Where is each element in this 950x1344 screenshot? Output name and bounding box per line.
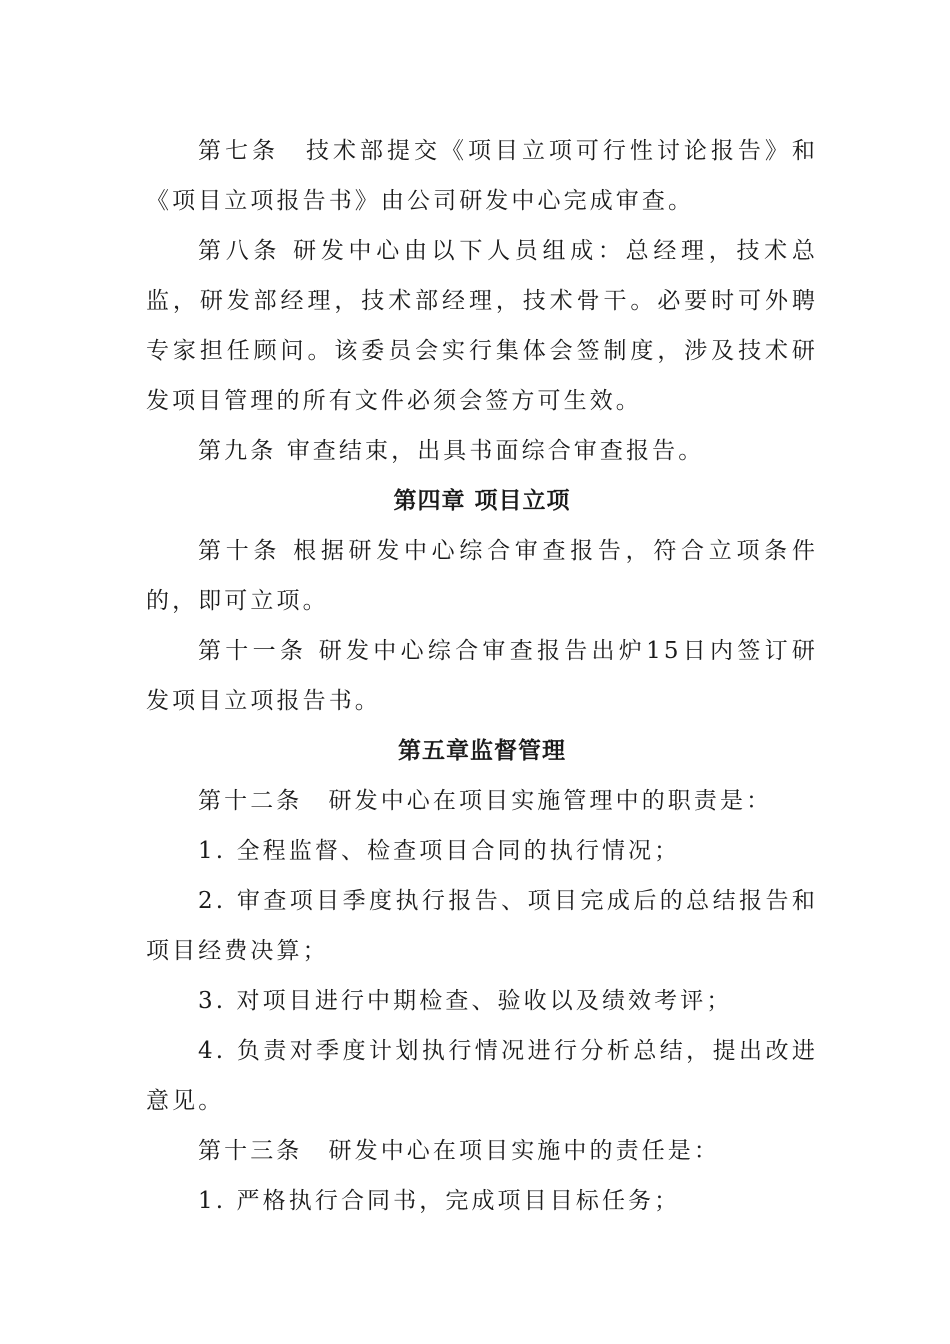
article-10: 第十条 根据研发中心综合审查报告，符合立项条件的，即可立项。	[146, 538, 818, 614]
article-13: 第十三条 研发中心在项目实施中的责任是：	[198, 1138, 720, 1164]
article-12: 第十二条 研发中心在项目实施管理中的职责是：	[198, 788, 773, 814]
chapter-4-heading: 第四章 项目立项	[393, 488, 571, 514]
article-9: 第九条 审查结束，出具书面综合审查报告。	[198, 438, 705, 464]
document-body	[146, 126, 818, 1226]
article-8: 第八条 研发中心由以下人员组成：总经理，技术总监，研发部经理，技术部经理，技术骨干。必要时可外聘专家担任顾问。该委员会实行集体会签制度，涉及技术研发项目管理的所有文件必须会签方可生效。	[146, 238, 818, 414]
article-11: 第十一条 研发中心综合审查报告出炉15日内签订研发项目立项报告书。	[146, 638, 818, 714]
article-12-item-2: 2. 审查项目季度执行报告、项目完成后的总结报告和项目经费决算；	[146, 888, 818, 964]
article-7: 第七条 技术部提交《项目立项可行性讨论报告》和《项目立项报告书》由公司研发中心完成审查。	[146, 138, 818, 214]
article-12-item-4: 4. 负责对季度计划执行情况进行分析总结，提出改进意见。	[146, 1038, 818, 1114]
chapter-5-heading: 第五章监督管理	[398, 738, 566, 764]
article-12-item-1: 1. 全程监督、检查项目合同的执行情况；	[198, 838, 681, 864]
article-12-item-3: 3. 对项目进行中期检查、验收以及绩效考评；	[198, 988, 733, 1014]
article-13-item-1: 1. 严格执行合同书，完成项目目标任务；	[198, 1188, 681, 1214]
